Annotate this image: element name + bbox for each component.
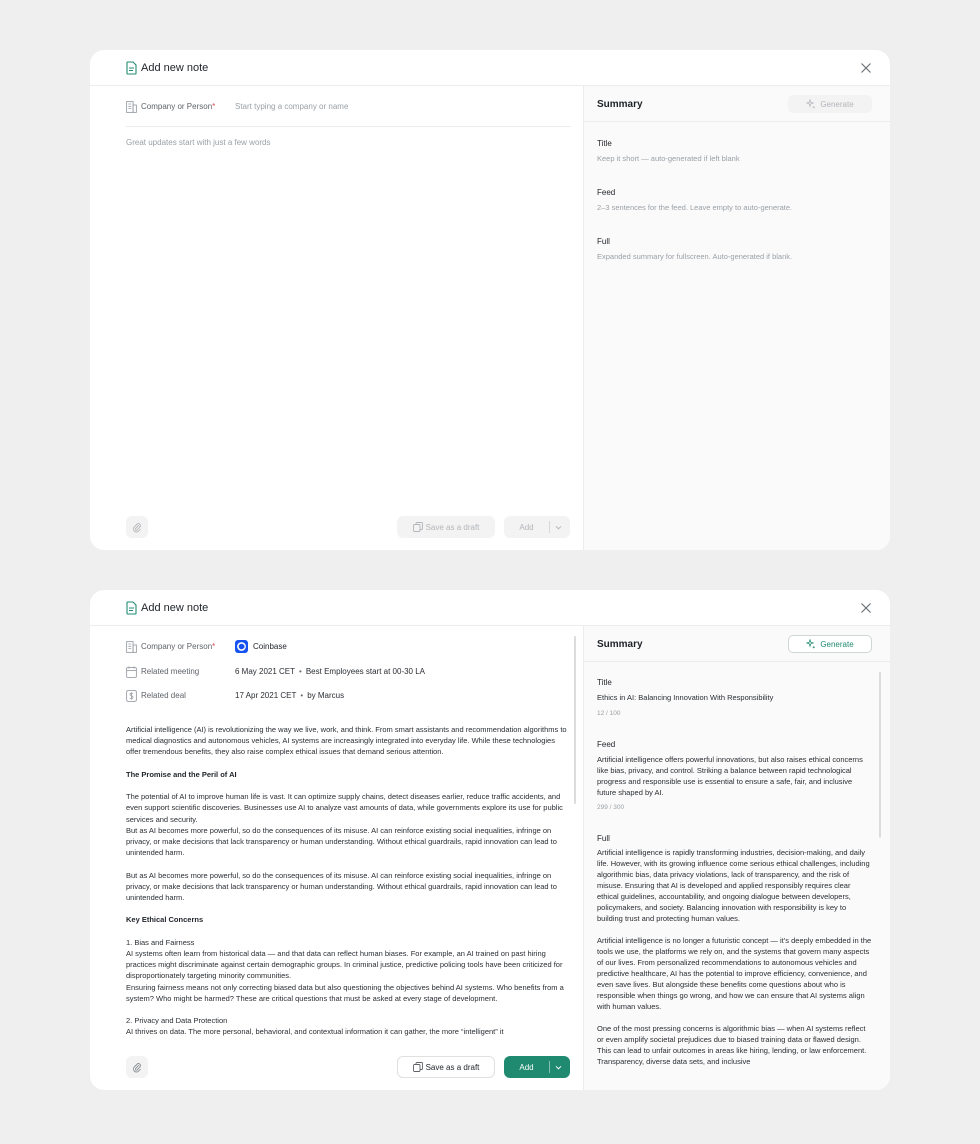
summary-title-input[interactable]: Ethics in AI: Balancing Innovation With Responsibility: [597, 693, 774, 702]
editor-scrollbar[interactable]: [574, 636, 576, 804]
coinbase-logo: [235, 640, 248, 653]
related-deal-field[interactable]: [126, 687, 571, 705]
summary-content: [584, 663, 890, 1090]
generate-button[interactable]: [788, 95, 872, 113]
company-label: Company or Person*: [141, 102, 216, 111]
note-heading: The Promise and the Peril of AI: [126, 769, 237, 779]
company-field[interactable]: [126, 638, 571, 656]
summary-full-input[interactable]: [597, 847, 872, 1067]
summary-full-input[interactable]: Expanded summary for fullscreen. Auto-generated if blank.: [597, 252, 793, 261]
summary-feed-input[interactable]: Artificial intelligence offers powerful innovations, but also raises ethical concerns like bias, privacy, and control. Striking a balance between rapid technological progress and responsible use is essential to ensure a safe, fair, and inclusive future shaped by AI.: [597, 755, 863, 797]
note-paragraph: AI thrives on data. The more personal, behavioral, and contextual information it can gather, the more “intelligent” it: [126, 1027, 504, 1037]
summary-panel: [583, 86, 890, 550]
deal-label: Related deal: [141, 691, 186, 700]
note-paragraph: AI systems often learn from historical data — and that data can reflect human biases. For example, an AI trained on past hiring practices might discriminate against certain demographic groups. In criminal justice, predictive policing tools have been criticized for disproportionately targeting minority communities.: [126, 948, 563, 981]
note-paragraph: But as AI becomes more powerful, so do the consequences of its misuse. AI can reinforce existing social inequalities, infringe on privacy, or make decisions that lack transparency or human understanding. Without ethical guardrails, rapid innovation can lead to unintended harm.: [126, 870, 557, 902]
modal-title: Add new note: [141, 62, 209, 74]
dollar-icon: [126, 690, 137, 702]
summary-feed-label: Feed: [597, 740, 616, 749]
save-draft-button[interactable]: [397, 516, 495, 538]
modal-title: Add new note: [141, 602, 209, 614]
company-value[interactable]: Coinbase: [253, 642, 287, 651]
note-subheading: 1. Bias and Fairness: [126, 937, 195, 947]
meeting-value[interactable]: 6 May 2021 CET • Best Employees start at 00-30 LA: [235, 667, 426, 676]
note-subheading: 2. Privacy and Data Protection: [126, 1016, 228, 1026]
copy-icon: [413, 522, 423, 532]
summary-title-counter: 12 / 100: [597, 710, 621, 717]
summary-feed-label: Feed: [597, 188, 616, 197]
building-icon: [126, 641, 137, 653]
note-paragraph: Artificial intelligence (AI) is revolutionizing the way we live, work, and think. From smart assistants and recommendation algorithms to medical diagnostics and autonomous vehicles, AI systems are increasingly integrated into everyday life. While these technologies offer tremendous benefits, they also raise complex ethical issues that demand serious attention.: [126, 725, 567, 757]
meeting-label: Related meeting: [141, 667, 200, 676]
building-icon: [126, 101, 137, 113]
save-draft-button[interactable]: [397, 1056, 495, 1078]
note-editor-panel: [90, 86, 583, 550]
note-body-input[interactable]: Great updates start with just a few words: [126, 138, 271, 147]
button-separator: [549, 1061, 550, 1073]
copy-icon: [413, 1062, 423, 1072]
add-label: Add: [519, 1062, 534, 1072]
summary-header: [584, 86, 890, 122]
summary-panel: [583, 626, 890, 1090]
generate-label: Generate: [820, 99, 854, 109]
modal-header: [90, 590, 890, 626]
summary-scrollbar[interactable]: [879, 672, 881, 838]
note-paragraph: The potential of AI to improve human life is vast. It can optimize supply chains, detect diseases earlier, reduce traffic accidents, and even support scientific discoveries. Businesses use AI to analyze vast amounts of data, while governments explore its use for public services and security.: [126, 792, 563, 824]
chevron-down-icon[interactable]: [554, 1063, 563, 1072]
close-icon[interactable]: [858, 60, 874, 76]
note-heading: Key Ethical Concerns: [126, 915, 204, 925]
save-draft-label: Save as a draft: [425, 1062, 480, 1072]
related-meeting-field[interactable]: [126, 663, 571, 681]
summary-feed-counter: 299 / 300: [597, 804, 625, 811]
company-input[interactable]: Start typing a company or name: [235, 102, 349, 111]
summary-full-paragraph: Artificial intelligence is rapidly transforming industries, decision-making, and daily life. However, with its growing influence come serious ethical challenges, including algorithmic bias, data privacy violations, lack of transparency, and the risk of misuse. Ensuring that AI is developed and applied responsibly requires clear ethical guidelines, accountability, and ongoing dialogue between developers, policymakers, and society. Balancing innovation with responsibility is key to building trust and protecting human values.: [597, 848, 870, 923]
deal-value[interactable]: 17 Apr 2021 CET • by Marcus: [235, 691, 345, 700]
summary-title-label: Title: [597, 678, 612, 687]
note-editor-panel: [90, 626, 583, 1090]
summary-full-paragraph: One of the most pressing concerns is algorithmic bias — when AI systems reflect or even amplify societal prejudices due to biased training data or flawed design. This can lead to unfair outcomes in areas like hiring, lending, or law enforcement. Transparency, diverse data sets, and inclusive: [597, 1024, 867, 1066]
divider: [126, 126, 571, 127]
summary-feed-input[interactable]: 2–3 sentences for the feed. Leave empty to auto-generate.: [597, 203, 793, 212]
summary-header: [584, 626, 890, 662]
company-label: Company or Person*: [141, 642, 216, 651]
attach-button[interactable]: [126, 1056, 148, 1078]
add-button[interactable]: [504, 1056, 570, 1078]
close-icon[interactable]: [858, 600, 874, 616]
modal-header: [90, 50, 890, 86]
add-label: Add: [519, 522, 534, 532]
summary-title-input[interactable]: Keep it short — auto-generated if left blank: [597, 154, 740, 163]
summary-full-label: Full: [597, 834, 610, 843]
editor-footer: [90, 510, 583, 550]
note-paragraph: But as AI becomes more powerful, so do the consequences of its misuse. AI can reinforce existing social inequalities, infringe on privacy, or make decisions that lack transparency or human understanding. Without ethical guardrails, rapid innovation can lead to unintended harm.: [126, 825, 557, 858]
editor-footer: [90, 1050, 583, 1090]
summary-full-label: Full: [597, 237, 610, 246]
note-body-editor[interactable]: [126, 724, 571, 1052]
summary-title: Summary: [597, 99, 643, 110]
add-note-modal-empty: [90, 50, 890, 550]
paperclip-icon: [132, 1062, 142, 1073]
add-note-modal-filled: [90, 590, 890, 1090]
generate-label: Generate: [820, 639, 854, 649]
summary-title-label: Title: [597, 139, 612, 148]
generate-button[interactable]: [788, 635, 872, 653]
button-separator: [549, 521, 550, 533]
sparkle-icon: [806, 639, 816, 649]
sparkle-icon: [806, 99, 816, 109]
summary-title: Summary: [597, 639, 643, 650]
chevron-down-icon[interactable]: [554, 523, 563, 532]
company-field[interactable]: [126, 98, 571, 116]
add-button[interactable]: [504, 516, 570, 538]
save-draft-label: Save as a draft: [425, 522, 480, 532]
paperclip-icon: [132, 522, 142, 533]
calendar-icon: [126, 666, 137, 678]
note-icon: [126, 601, 137, 615]
note-icon: [126, 61, 137, 75]
note-paragraph: Ensuring fairness means not only correcting biased data but also questioning the objectives behind AI systems. Who benefits from a system? Who might be harmed? These are critical questions that must be asked at every stage of development.: [126, 982, 564, 1003]
summary-full-paragraph: Artificial intelligence is no longer a futuristic concept — it’s deeply embedded in the tools we use, the platforms we rely on, and the systems that govern many aspects of our lives. From personalized recommendations to autonomous vehicles and predictive healthcare, AI has the potential to improve efficiency, convenience, and even save lives. But alongside these benefits come questions about who is responsible when things go wrong, and how we can ensure that AI systems align with human values.: [597, 936, 872, 1011]
attach-button[interactable]: [126, 516, 148, 538]
